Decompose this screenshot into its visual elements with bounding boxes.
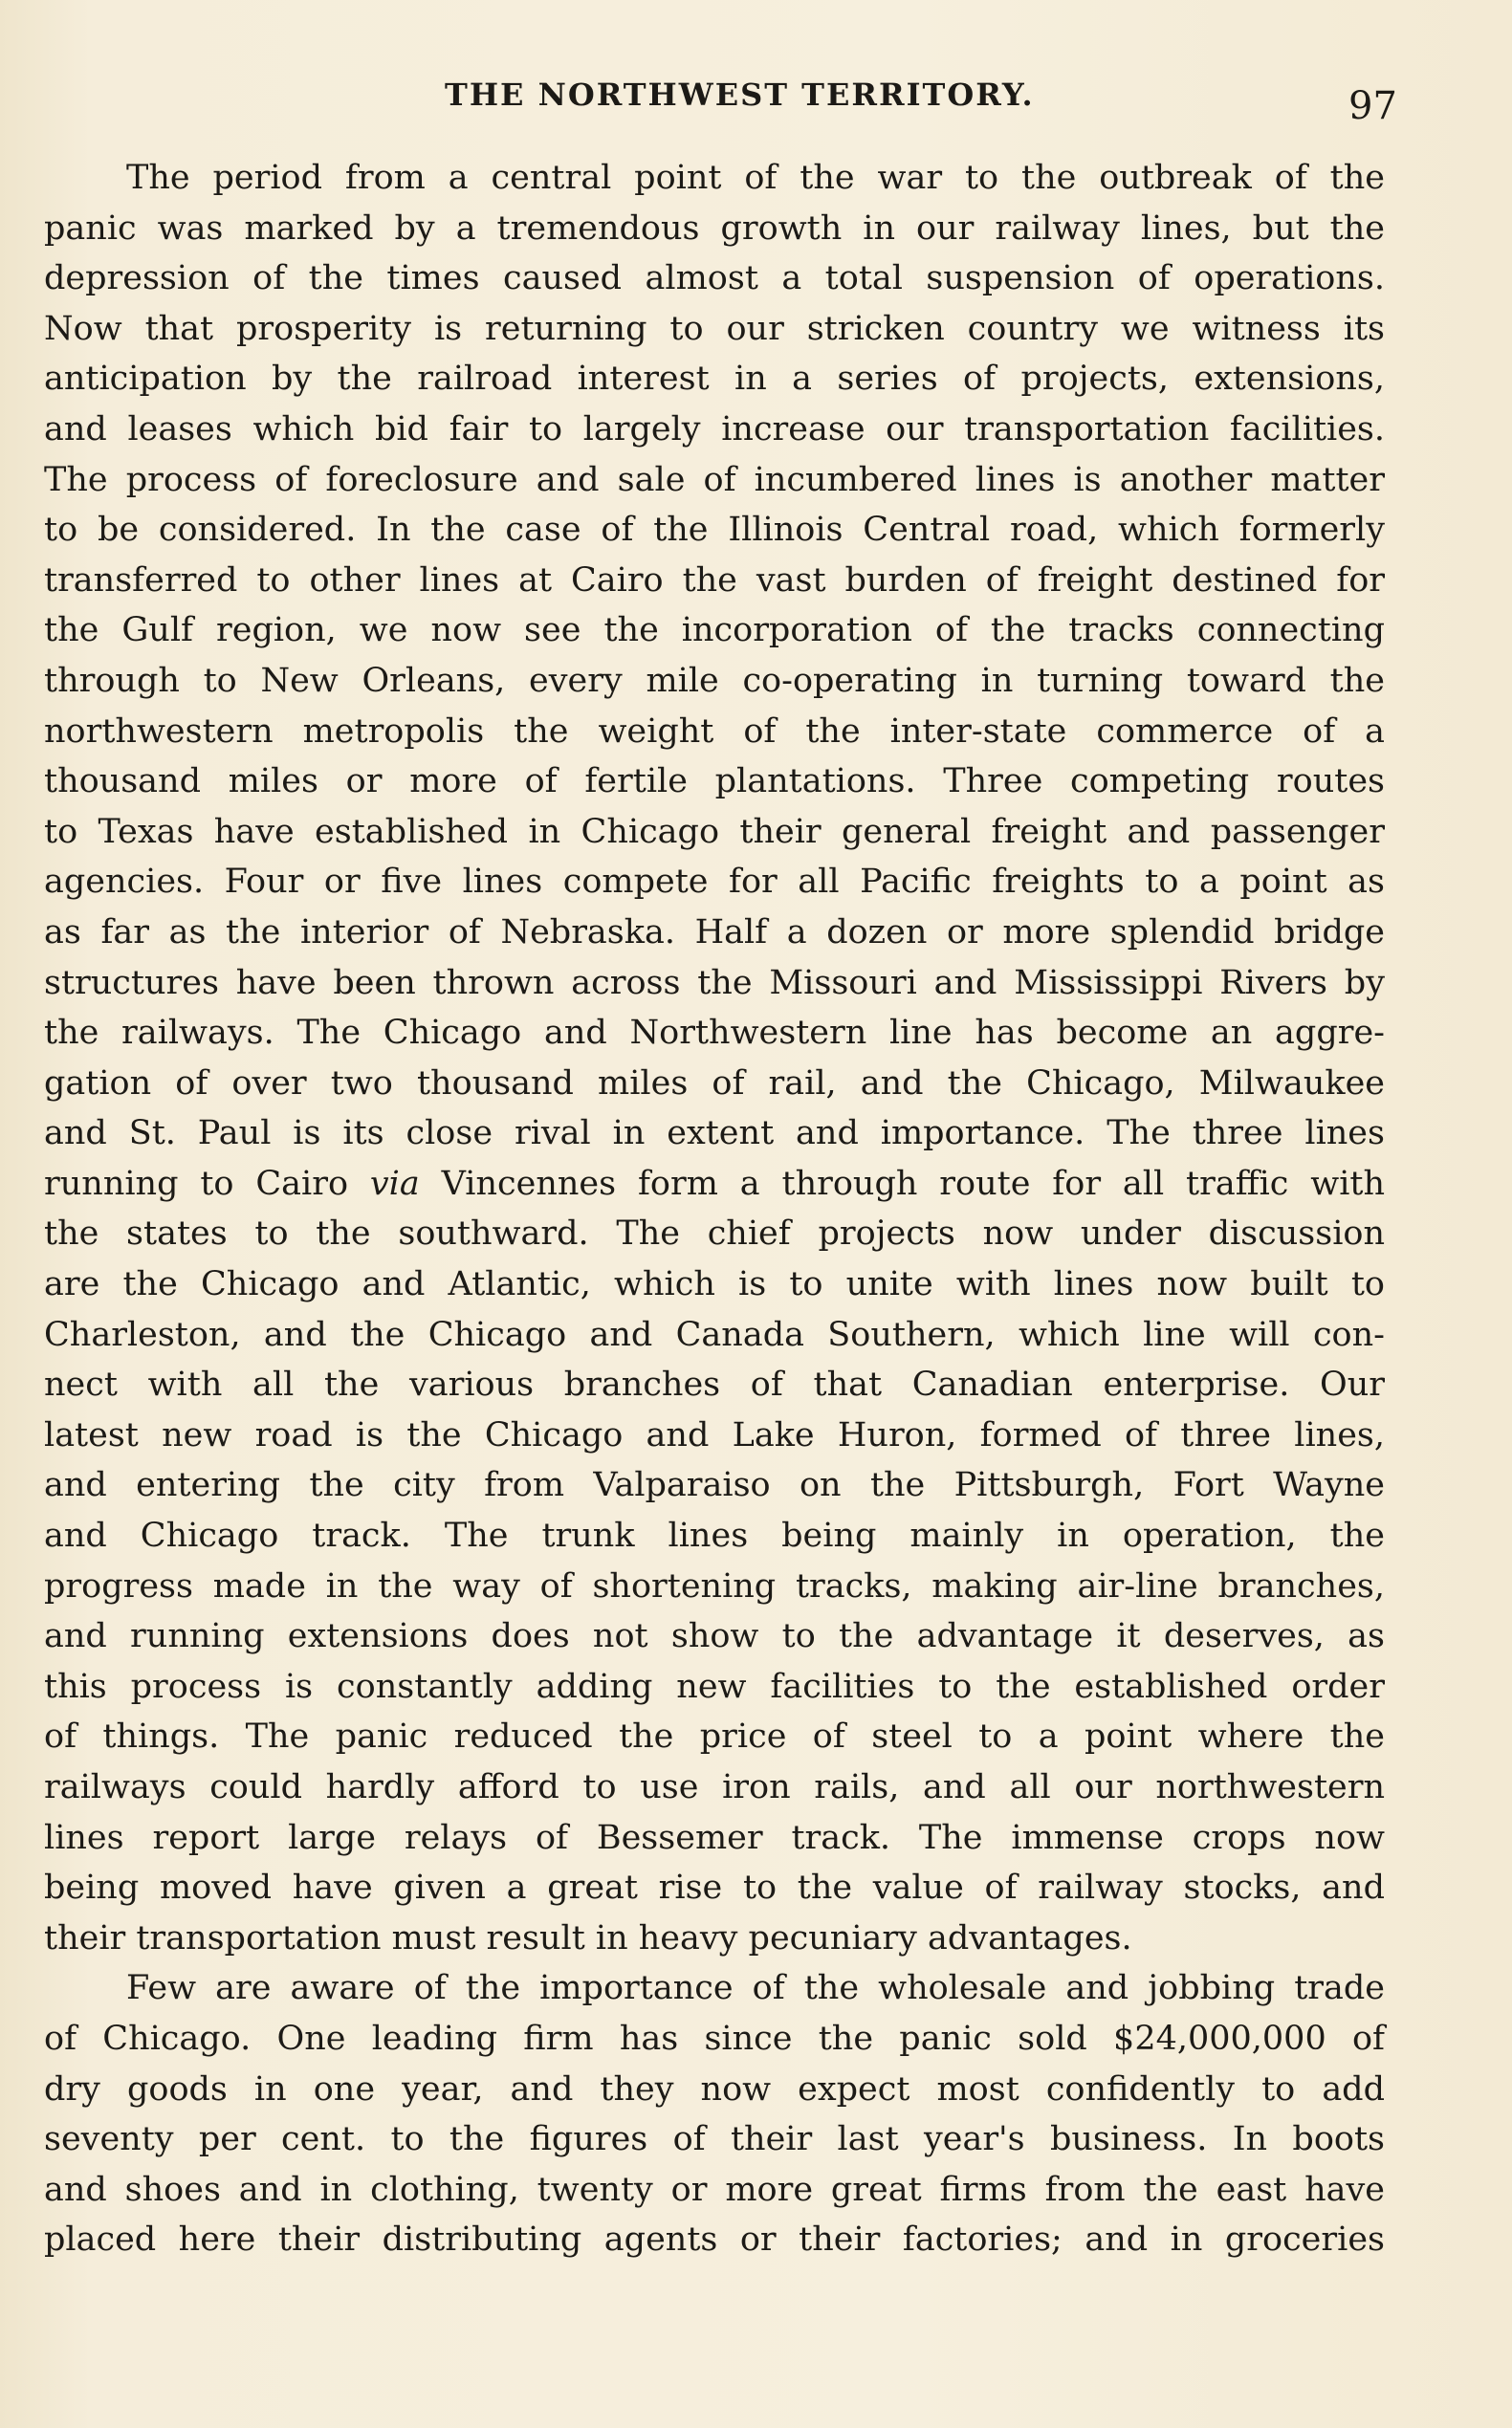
text-line: the states to the southward. The chief projects now under discussion <box>44 1214 1385 1254</box>
text-line: and leases which bid fair to largely increase our transportation facilities. <box>44 409 1385 448</box>
text-line: progress made in the way of shortening tracks, making air-line branches, <box>44 1566 1385 1606</box>
text-line: and St. Paul is its close rival in extent and importance. The three lines <box>44 1114 1385 1153</box>
text-line: panic was marked by a tremendous growth in our railway lines, but the <box>44 208 1385 248</box>
text-line: northwestern metropolis the weight of the inter-state commerce of a <box>44 711 1385 751</box>
text-line: the railways. The Chicago and Northwestern line has become an aggre- <box>44 1014 1385 1053</box>
text-line: this process is constantly adding new facilities to the established order <box>44 1667 1385 1706</box>
text-line: latest new road is the Chicago and Lake Huron, formed of three lines, <box>44 1415 1385 1455</box>
text-line: being moved have given a great rise to the value of railway stocks, and <box>44 1869 1385 1908</box>
text-line: transferred to other lines at Cairo the vast burden of freight destined for <box>44 560 1385 600</box>
text-line: lines report large relays of Bessemer track. The immense crops now <box>44 1818 1385 1857</box>
text-line: depression of the times caused almost a total suspension of operations. <box>44 259 1385 298</box>
page-number: 97 <box>1348 84 1397 128</box>
text-line: gation of over two thousand miles of rail, and the Chicago, Milwaukee <box>44 1063 1385 1103</box>
text-line: thousand miles or more of fertile plantations. Three competing routes <box>44 762 1385 801</box>
italic-word: via <box>369 1164 420 1203</box>
text-line: dry goods in one year, and they now expect most confidently to add <box>44 2069 1385 2109</box>
text-line: to be considered. In the case of the Illinois Central road, which formerly <box>44 511 1385 550</box>
text-line: and Chicago track. The trunk lines being mainly in operation, the <box>44 1517 1385 1556</box>
text-line: their transportation must result in heavy pecuniary advantages. <box>44 1918 1132 1958</box>
text-line: and shoes and in clothing, twenty or more great firms from the east have <box>44 2170 1385 2209</box>
text-line: the Gulf region, we now see the incorporation of the tracks connecting <box>44 611 1385 650</box>
text-line: of things. The panic reduced the price of steel to a point where the <box>44 1717 1385 1757</box>
text-line: as far as the interior of Nebraska. Half a dozen or more splendid bridge <box>44 912 1385 952</box>
text-line: through to New Orleans, every mile co-operating in turning toward the <box>44 661 1385 700</box>
text-line: The period from a central point of the war to the outbreak of the <box>126 159 1385 197</box>
text-line: structures have been thrown across the Missouri and Mississippi Rivers by <box>44 963 1385 1002</box>
text-line: of Chicago. One leading firm has since the panic sold $24,000,000 of <box>44 2019 1385 2058</box>
body-text <box>44 153 1385 2265</box>
text-line: running to Cairo via Vincennes form a through route for all traffic with <box>44 1164 1385 1203</box>
text-line: anticipation by the railroad interest in a series of projects, extensions, <box>44 360 1385 399</box>
paragraph-railways <box>44 153 1385 1963</box>
running-head: THE NORTHWEST TERRITORY. <box>445 77 1035 113</box>
paragraph-wholesale-trade <box>44 1963 1385 2265</box>
text-line: nect with all the various branches of that Canadian enterprise. Our <box>44 1366 1385 1405</box>
text-line: to Texas have established in Chicago their general freight and passenger <box>44 812 1385 851</box>
text-line: Now that prosperity is returning to our stricken country we witness its <box>44 309 1385 348</box>
text-line: railways could hardly afford to use iron rails, and all our northwestern <box>44 1768 1385 1806</box>
text-line: and entering the city from Valparaiso on the Pittsburgh, Fort Wayne <box>44 1466 1385 1505</box>
text-line: The process of foreclosure and sale of incumbered lines is another matter <box>44 460 1385 499</box>
text-line: agencies. Four or five lines compete for all Pacific freights to a point as <box>44 863 1385 902</box>
text-line: and running extensions does not show to the advantage it deserves, as <box>44 1617 1385 1656</box>
text-line: seventy per cent. to the figures of their last year's business. In boots <box>44 2120 1385 2159</box>
text-line: placed here their distributing agents or their factories; and in groceries <box>44 2220 1385 2260</box>
text-line: Few are aware of the importance of the wholesale and jobbing trade <box>126 1969 1385 2008</box>
text-line: are the Chicago and Atlantic, which is to unite with lines now built to <box>44 1265 1385 1304</box>
text-line: Charleston, and the Chicago and Canada Southern, which line will con- <box>44 1315 1385 1354</box>
